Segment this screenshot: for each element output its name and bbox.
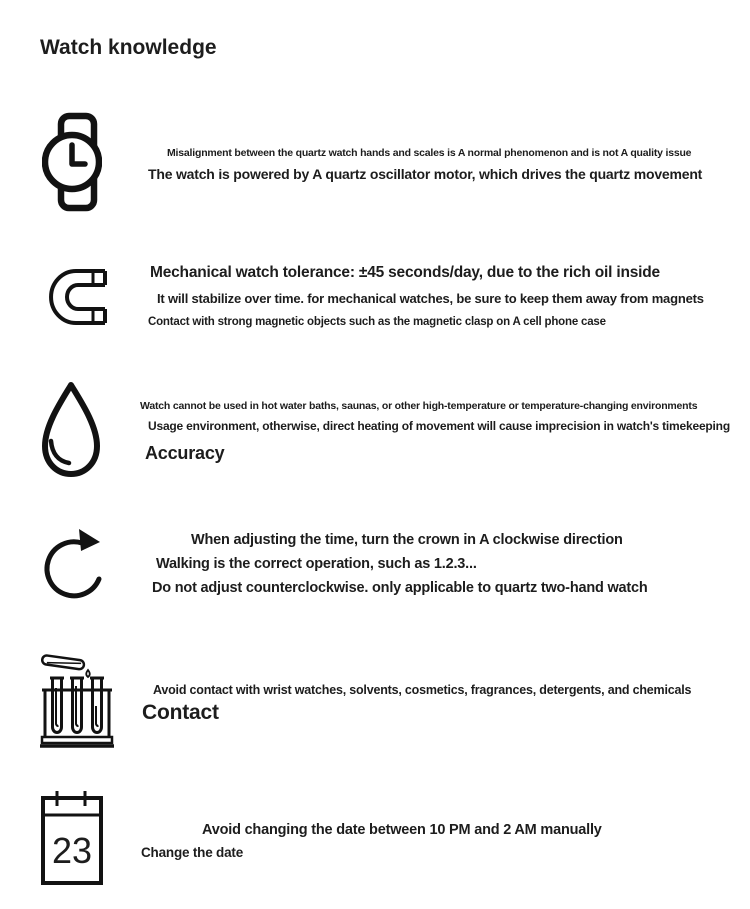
calendar-icon xyxy=(40,789,104,886)
text-line: Contact xyxy=(142,701,219,724)
text-line: Change the date xyxy=(141,845,244,860)
text-line: It will stabilize over time. for mechanical watches, be sure to keep them away from magnets xyxy=(157,291,704,306)
text-line: Do not adjust counterclockwise. only applicable to quartz two-hand watch xyxy=(152,580,648,596)
text-line: Usage environment, otherwise, direct heating of movement will cause imprecision in watch's timekeeping xyxy=(148,419,730,433)
text-line: Avoid changing the date between 10 PM and 2 AM manually xyxy=(202,822,602,838)
wristwatch-icon xyxy=(42,112,102,212)
water-drop-icon xyxy=(38,380,104,479)
calendar-day-label: 23 xyxy=(51,830,93,871)
text-line: Accuracy xyxy=(145,443,225,463)
text-line: Mechanical watch tolerance: ±45 seconds/day, due to the rich oil inside xyxy=(150,264,660,281)
text-line: Misalignment between the quartz watch hands and scales is A normal phenomenon and is not A quality issue xyxy=(167,147,692,159)
text-line: Watch cannot be used in hot water baths, saunas, or other high-temperature or temperature-changing environments xyxy=(140,400,698,412)
text-line: Walking is the correct operation, such as 1.2.3... xyxy=(156,556,477,572)
text-line: Contact with strong magnetic objects such as the magnetic clasp on A cell phone case xyxy=(148,316,606,328)
text-line: Avoid contact with wrist watches, solvents, cosmetics, fragrances, detergents, and chemicals xyxy=(153,683,692,697)
clockwise-rotation-icon xyxy=(42,526,108,606)
text-line: When adjusting the time, turn the crown in A clockwise direction xyxy=(191,532,623,548)
page-title: Watch knowledge xyxy=(40,36,217,59)
test-tubes-icon xyxy=(40,648,114,750)
text-line: The watch is powered by A quartz oscillator motor, which drives the quartz movement xyxy=(148,166,703,182)
magnet-icon xyxy=(48,266,108,328)
